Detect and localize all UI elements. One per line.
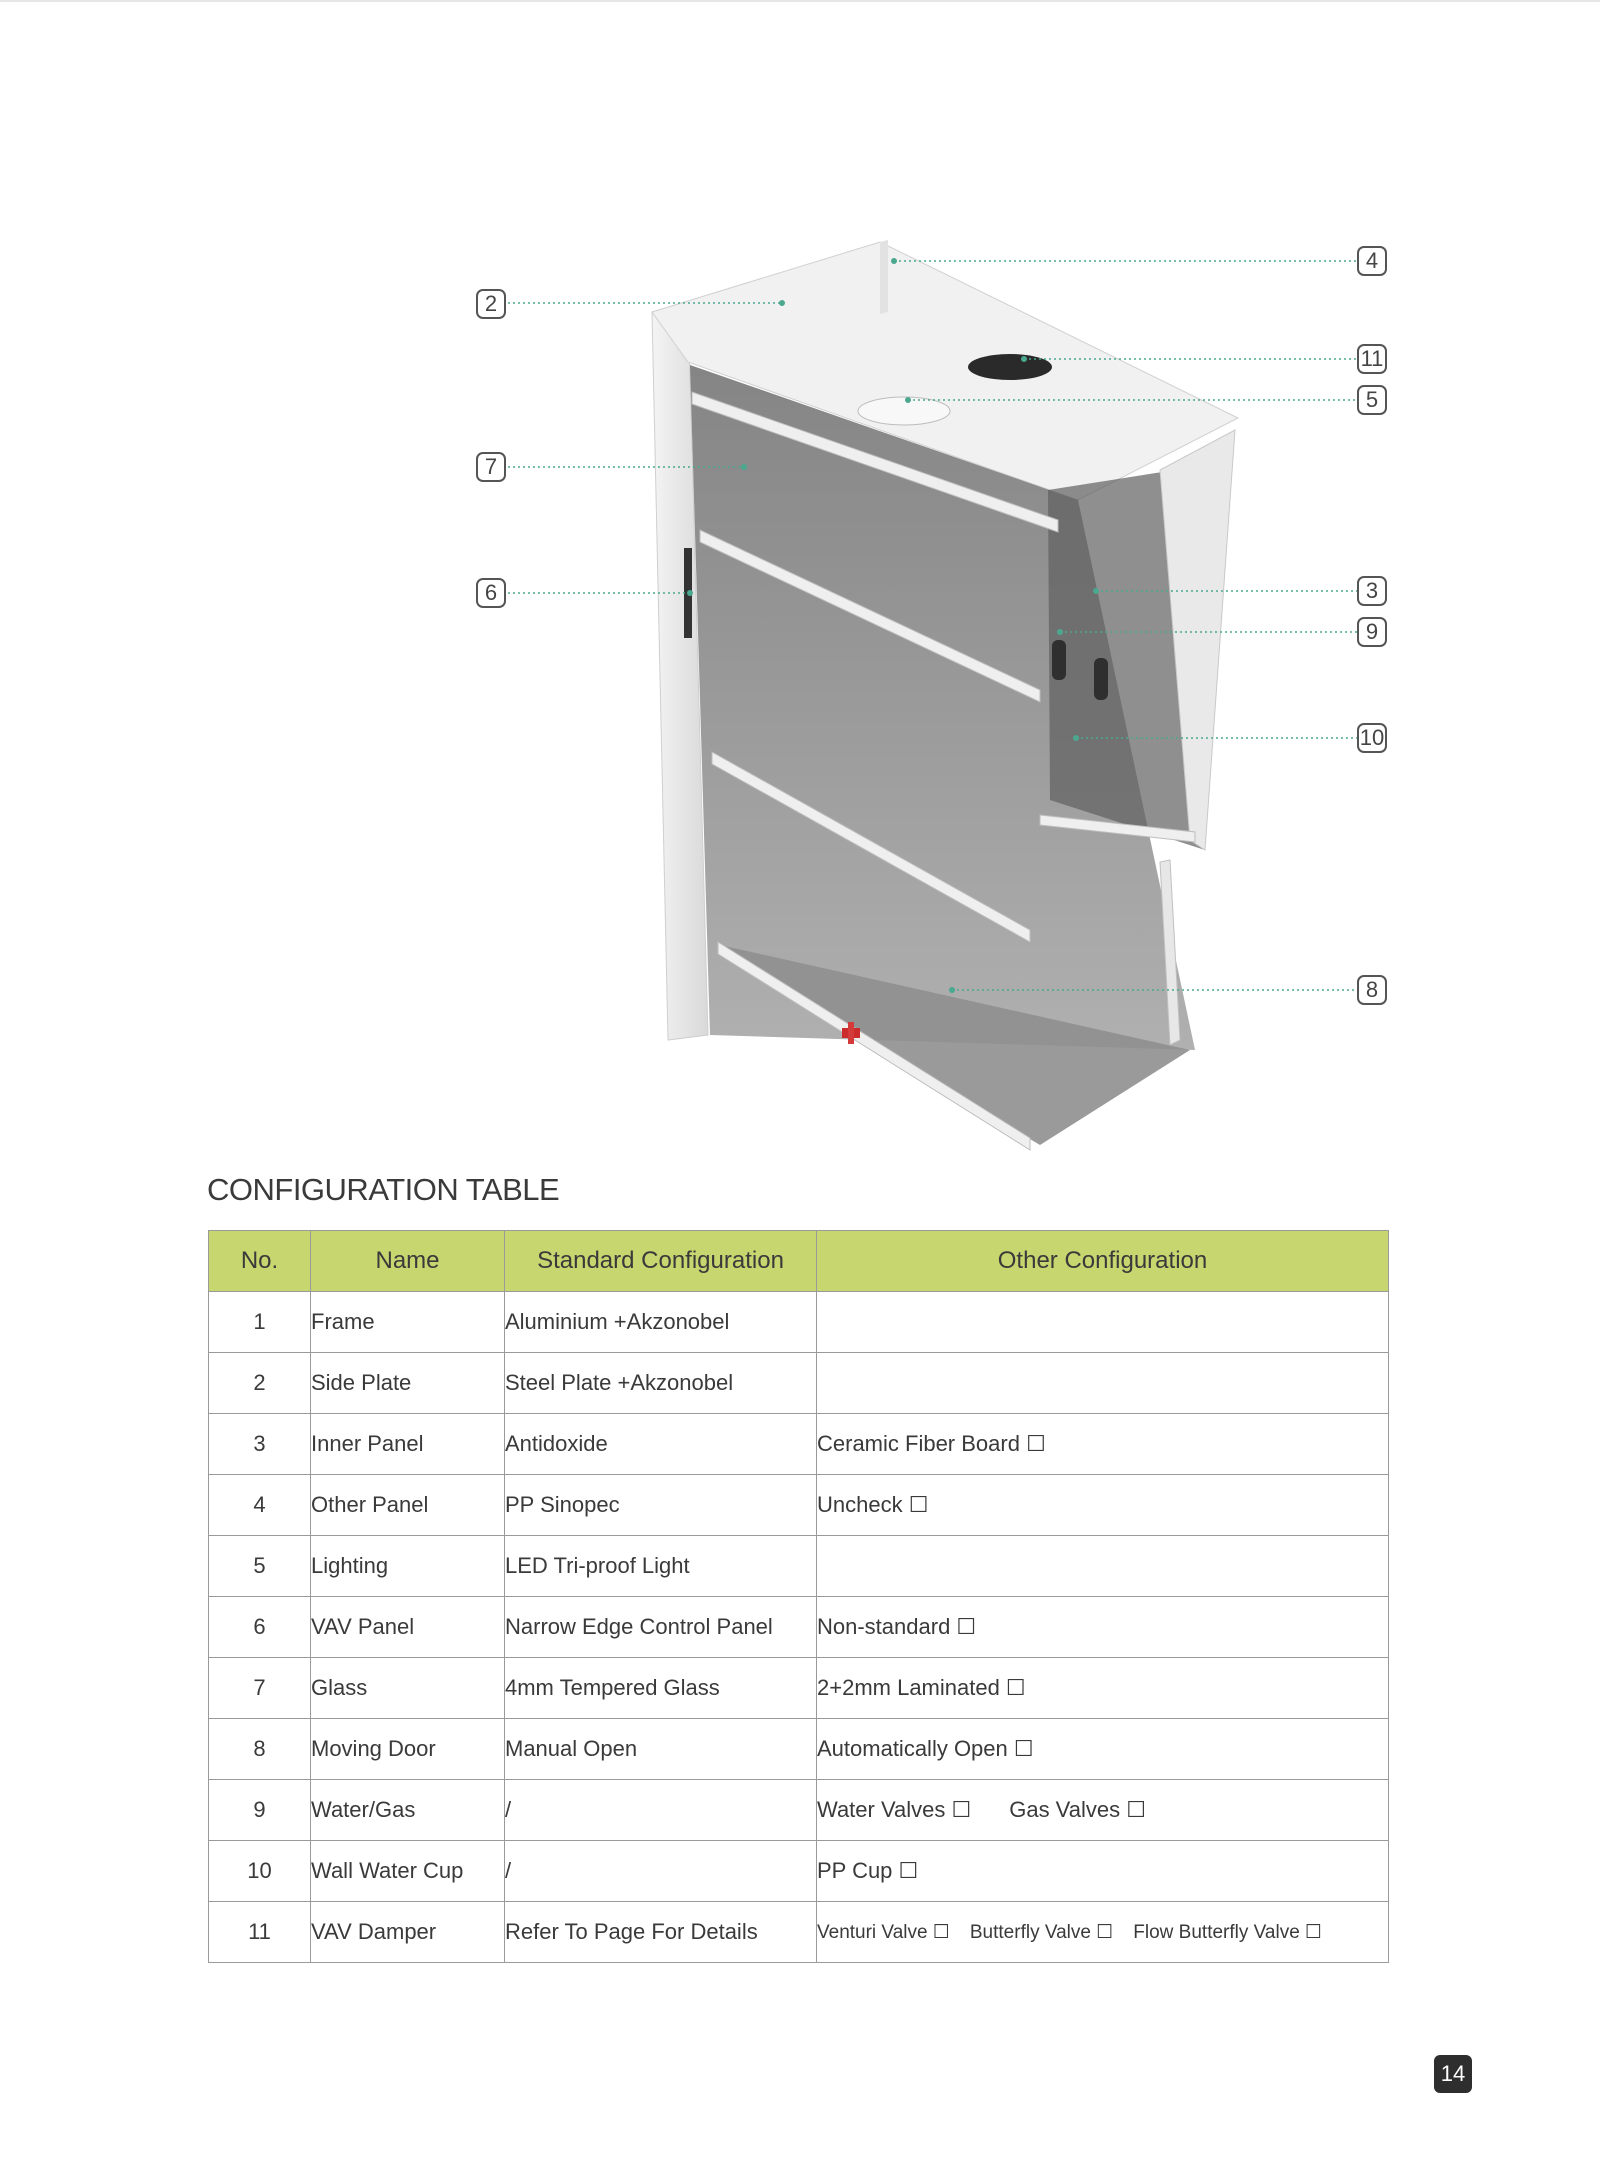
callout-6: 6 [476, 578, 506, 608]
light-opening [858, 397, 950, 425]
callout-5: 5 [1357, 385, 1387, 415]
row-name: Wall Water Cup [311, 1841, 505, 1902]
table-row [209, 1536, 1389, 1597]
row-standard-config: Narrow Edge Control Panel [505, 1597, 817, 1658]
row-standard-config: Aluminium +Akzonobel [505, 1292, 817, 1353]
row-number: 11 [209, 1902, 311, 1963]
row-name: Water/Gas [311, 1780, 505, 1841]
row-standard-config: 4mm Tempered Glass [505, 1658, 817, 1719]
option-checkbox-label: Flow Butterfly Valve ☐ [1133, 1921, 1323, 1943]
option-checkbox-label: Ceramic Fiber Board ☐ [817, 1431, 1046, 1456]
table-row [209, 1658, 1389, 1719]
callout-2: 2 [476, 289, 506, 319]
option-checkbox-label: Non-standard ☐ [817, 1614, 977, 1639]
callout-11: 11 [1357, 344, 1387, 374]
option-checkbox-label: Automatically Open ☐ [817, 1736, 1034, 1761]
row-name: Side Plate [311, 1353, 505, 1414]
row-other-config [817, 1902, 1389, 1963]
exhaust-hole [968, 354, 1052, 380]
row-number: 4 [209, 1475, 311, 1536]
row-other-config [817, 1658, 1389, 1719]
row-other-config [817, 1353, 1389, 1414]
callout-9: 9 [1357, 617, 1387, 647]
row-other-config [817, 1414, 1389, 1475]
callout-8: 8 [1357, 975, 1387, 1005]
row-other-config [817, 1841, 1389, 1902]
header-standard: Standard Configuration [505, 1231, 817, 1292]
row-name: Inner Panel [311, 1414, 505, 1475]
row-name: Glass [311, 1658, 505, 1719]
table-row [209, 1597, 1389, 1658]
option-checkbox-label: PP Cup ☐ [817, 1858, 919, 1883]
option-checkbox-label: Venturi Valve ☐ [817, 1921, 950, 1943]
row-number: 3 [209, 1414, 311, 1475]
row-other-config [817, 1292, 1389, 1353]
row-name: Frame [311, 1292, 505, 1353]
table-row [209, 1902, 1389, 1963]
table-row [209, 1841, 1389, 1902]
row-name: Other Panel [311, 1475, 505, 1536]
header-name: Name [311, 1231, 505, 1292]
row-standard-config: Refer To Page For Details [505, 1902, 817, 1963]
row-standard-config: Steel Plate +Akzonobel [505, 1353, 817, 1414]
callout-10: 10 [1357, 723, 1387, 753]
row-name: VAV Panel [311, 1597, 505, 1658]
row-name: VAV Damper [311, 1902, 505, 1963]
table-row [209, 1292, 1389, 1353]
row-standard-config: / [505, 1841, 817, 1902]
option-checkbox-label: Uncheck ☐ [817, 1492, 929, 1517]
table-row [209, 1414, 1389, 1475]
table-row [209, 1353, 1389, 1414]
header-other: Other Configuration [817, 1231, 1389, 1292]
option-checkbox-label: Butterfly Valve ☐ [969, 1921, 1114, 1943]
table-row [209, 1780, 1389, 1841]
option-checkbox-label: 2+2mm Laminated ☐ [817, 1675, 1026, 1700]
row-number: 8 [209, 1719, 311, 1780]
configuration-table [208, 1230, 1389, 1963]
table-row [209, 1475, 1389, 1536]
row-other-config [817, 1475, 1389, 1536]
row-standard-config: / [505, 1780, 817, 1841]
page-number: 14 [1434, 2055, 1472, 2093]
row-standard-config: Antidoxide [505, 1414, 817, 1475]
row-number: 7 [209, 1658, 311, 1719]
row-number: 9 [209, 1780, 311, 1841]
row-number: 5 [209, 1536, 311, 1597]
row-number: 1 [209, 1292, 311, 1353]
row-other-config [817, 1719, 1389, 1780]
row-number: 2 [209, 1353, 311, 1414]
row-other-config [817, 1597, 1389, 1658]
valve-right [1094, 658, 1108, 700]
row-standard-config: LED Tri-proof Light [505, 1536, 817, 1597]
row-other-config [817, 1536, 1389, 1597]
option-checkbox-label: Water Valves ☐ [817, 1797, 972, 1822]
table-row [209, 1719, 1389, 1780]
table-body [209, 1292, 1389, 1963]
valve-left [1052, 640, 1066, 680]
callout-7: 7 [476, 452, 506, 482]
door-handle-stem [848, 1022, 854, 1044]
row-standard-config: PP Sinopec [505, 1475, 817, 1536]
top-back-plate [880, 240, 888, 314]
callout-4: 4 [1357, 246, 1387, 276]
table-header-row [209, 1231, 1389, 1292]
row-number: 6 [209, 1597, 311, 1658]
callout-3: 3 [1357, 576, 1387, 606]
row-name: Lighting [311, 1536, 505, 1597]
header-no: No. [209, 1231, 311, 1292]
option-checkbox-label: Gas Valves ☐ [1009, 1797, 1146, 1822]
row-name: Moving Door [311, 1719, 505, 1780]
section-title: CONFIGURATION TABLE [207, 1172, 560, 1207]
row-other-config [817, 1780, 1389, 1841]
row-number: 10 [209, 1841, 311, 1902]
row-standard-config: Manual Open [505, 1719, 817, 1780]
